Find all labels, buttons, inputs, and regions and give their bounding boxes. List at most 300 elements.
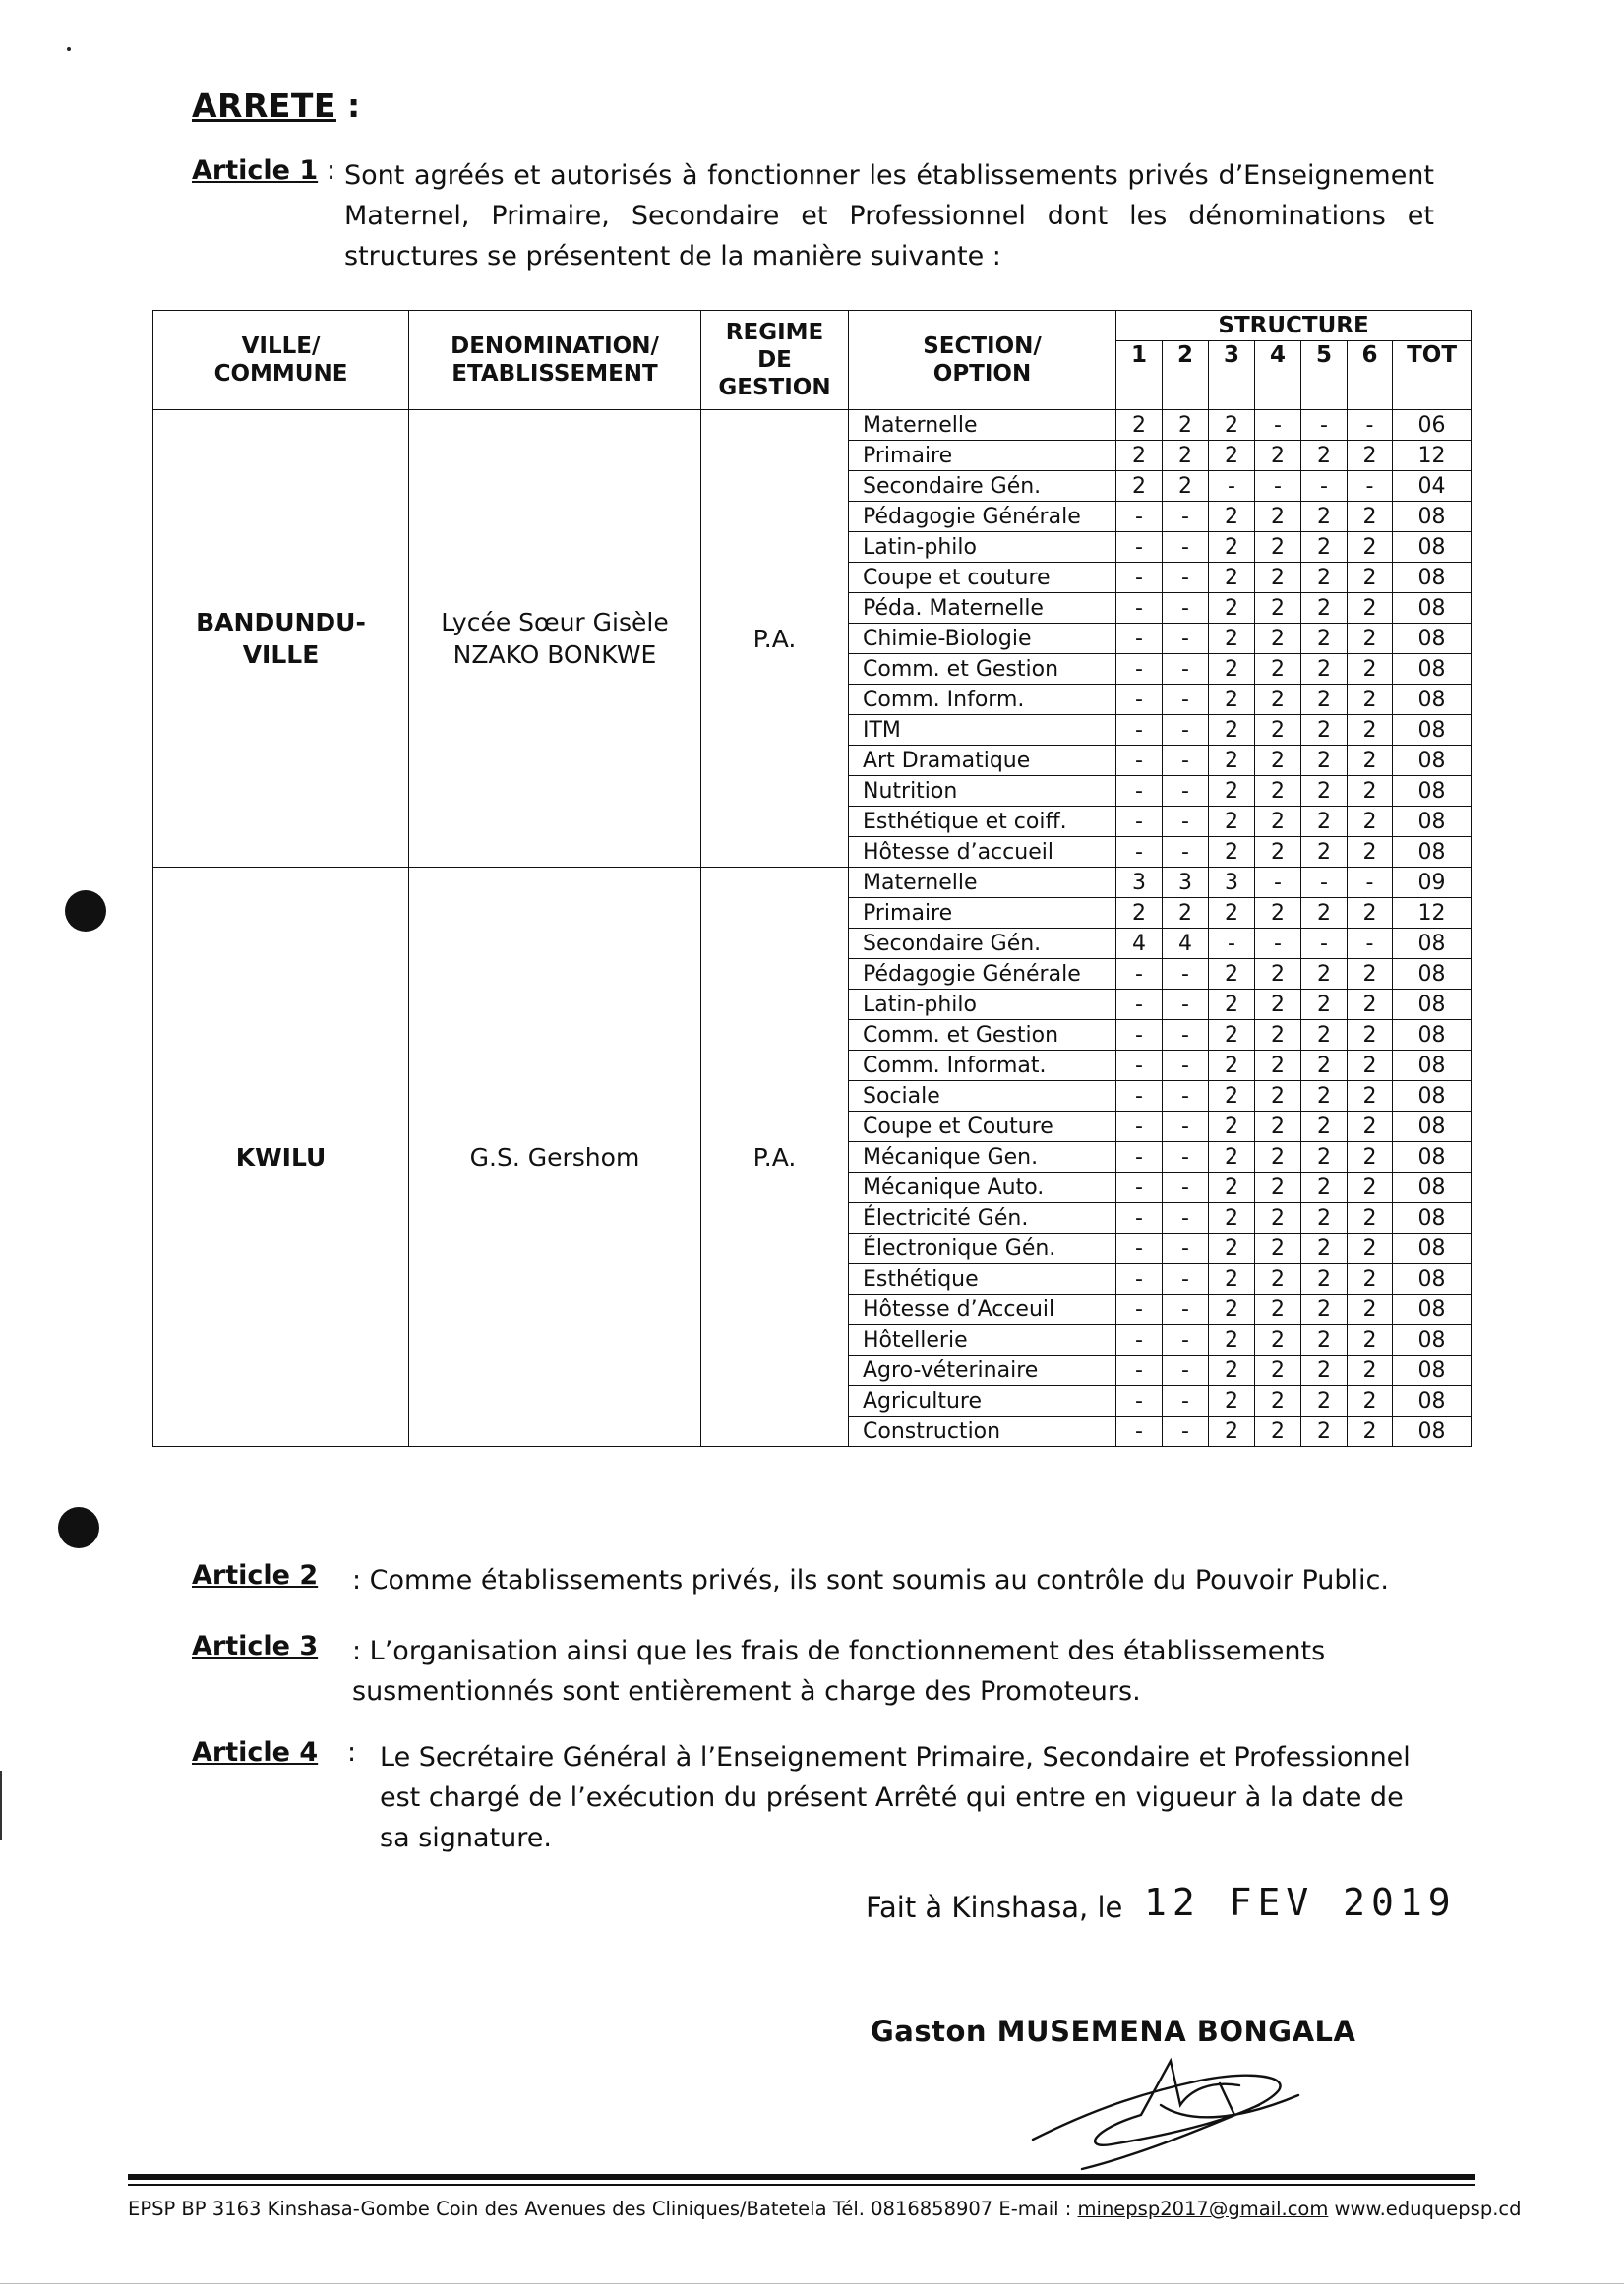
structure-cell: 2 <box>1348 1203 1393 1234</box>
structure-cell: 2 <box>1209 624 1255 654</box>
structure-cell: 2 <box>1163 410 1209 441</box>
header-regime: REGIME DE GESTION <box>701 311 849 410</box>
total-cell: 12 <box>1393 898 1472 929</box>
structure-cell: - <box>1116 1112 1163 1142</box>
structure-cell: 2 <box>1209 1081 1255 1112</box>
structure-cell: 2 <box>1301 746 1348 776</box>
structure-cell: - <box>1116 1051 1163 1081</box>
structure-cell: 3 <box>1163 868 1209 898</box>
structure-cell: 2 <box>1255 959 1301 990</box>
structure-cell: 2 <box>1301 532 1348 563</box>
structure-cell: 2 <box>1301 1325 1348 1356</box>
structure-cell: 2 <box>1348 776 1393 807</box>
structure-cell: 2 <box>1348 1081 1393 1112</box>
structure-cell: - <box>1163 1325 1209 1356</box>
structure-cell: 2 <box>1301 898 1348 929</box>
header-col-4: 4 <box>1255 341 1301 410</box>
option-cell: Mécanique Gen. <box>849 1142 1116 1173</box>
structure-cell: - <box>1116 685 1163 715</box>
footer <box>128 2198 1522 2220</box>
total-cell: 08 <box>1393 929 1472 959</box>
total-cell: 08 <box>1393 837 1472 868</box>
article-2-label: Article 2 <box>192 1560 319 1591</box>
structure-cell: 2 <box>1255 1356 1301 1386</box>
structure-cell: - <box>1163 624 1209 654</box>
structure-cell: 2 <box>1255 1112 1301 1142</box>
option-cell: Art Dramatique <box>849 746 1116 776</box>
structure-cell: 2 <box>1301 1203 1348 1234</box>
option-cell: Électricité Gén. <box>849 1203 1116 1234</box>
structure-cell: 2 <box>1348 563 1393 593</box>
structure-cell: 2 <box>1255 532 1301 563</box>
article-4-text: Le Secrétaire Général à l’Enseignement Primaire, Secondaire et Professionnel est chargé de l’exécution du présent Arrêté qui entre en vigueur à la date de sa signature. <box>380 1742 1411 1853</box>
structure-cell: - <box>1116 959 1163 990</box>
structure-cell: 2 <box>1255 502 1301 532</box>
article-4-colon: : <box>347 1737 357 1768</box>
structure-cell: - <box>1301 929 1348 959</box>
denomination-cell: G.S. Gershom <box>409 868 701 1447</box>
structure-cell: 2 <box>1255 1173 1301 1203</box>
option-cell: Secondaire Gén. <box>849 929 1116 959</box>
total-cell: 08 <box>1393 685 1472 715</box>
structure-cell: - <box>1255 410 1301 441</box>
total-cell: 08 <box>1393 1203 1472 1234</box>
structure-cell: - <box>1116 1417 1163 1447</box>
total-cell: 08 <box>1393 502 1472 532</box>
structure-cell: 2 <box>1301 685 1348 715</box>
structure-cell: 2 <box>1348 959 1393 990</box>
structure-cell: 2 <box>1209 1325 1255 1356</box>
header-section: SECTION/ OPTION <box>849 311 1116 410</box>
total-cell: 08 <box>1393 1081 1472 1112</box>
structure-cell: - <box>1255 868 1301 898</box>
structure-cell: 2 <box>1209 715 1255 746</box>
structure-cell: 2 <box>1255 715 1301 746</box>
structure-cell: 2 <box>1255 990 1301 1020</box>
structure-cell: - <box>1163 1386 1209 1417</box>
option-cell: Primaire <box>849 441 1116 471</box>
scan-bottom-edge <box>0 2283 1624 2284</box>
structure-cell: - <box>1116 1203 1163 1234</box>
structure-cell: - <box>1163 959 1209 990</box>
structure-cell: 2 <box>1348 1264 1393 1295</box>
structure-cell: - <box>1116 1386 1163 1417</box>
structure-cell: - <box>1163 1264 1209 1295</box>
structure-cell: 2 <box>1301 563 1348 593</box>
structure-cell: - <box>1163 1020 1209 1051</box>
total-cell: 08 <box>1393 1142 1472 1173</box>
header-col-6: 6 <box>1348 341 1393 410</box>
structure-cell: 2 <box>1301 1234 1348 1264</box>
structure-cell: 2 <box>1116 441 1163 471</box>
structure-cell: 2 <box>1255 441 1301 471</box>
scan-edge-mark <box>0 1771 2 1840</box>
structure-cell: - <box>1116 1081 1163 1112</box>
option-cell: Comm. et Gestion <box>849 654 1116 685</box>
article-2-text: : Comme établissements privés, ils sont soumis au contrôle du Pouvoir Public. <box>352 1565 1389 1596</box>
total-cell: 08 <box>1393 1112 1472 1142</box>
structure-cell: - <box>1348 868 1393 898</box>
structure-cell: 2 <box>1348 1417 1393 1447</box>
structure-cell: 2 <box>1348 990 1393 1020</box>
structure-cell: 2 <box>1301 959 1348 990</box>
total-cell: 08 <box>1393 593 1472 624</box>
total-cell: 08 <box>1393 1386 1472 1417</box>
structure-cell: 3 <box>1209 868 1255 898</box>
header-ville: VILLE/ COMMUNE <box>153 311 409 410</box>
total-cell: 08 <box>1393 1173 1472 1203</box>
structure-cell: 2 <box>1255 898 1301 929</box>
structure-cell: 2 <box>1209 1020 1255 1051</box>
page-title-colon: : <box>347 87 361 125</box>
structure-cell: 2 <box>1209 1386 1255 1417</box>
structure-cell: 2 <box>1209 807 1255 837</box>
structure-cell: 2 <box>1255 1234 1301 1264</box>
structure-cell: 2 <box>1348 593 1393 624</box>
signer-name: Gaston MUSEMENA BONGALA <box>871 2015 1356 2048</box>
structure-cell: 2 <box>1255 1386 1301 1417</box>
header-col-tot: TOT <box>1393 341 1472 410</box>
structure-cell: 2 <box>1209 563 1255 593</box>
total-cell: 08 <box>1393 715 1472 746</box>
structure-cell: - <box>1116 624 1163 654</box>
footer-rule <box>128 2184 1475 2186</box>
structure-cell: 2 <box>1301 502 1348 532</box>
structure-cell: 2 <box>1348 624 1393 654</box>
regime-cell: P.A. <box>701 868 849 1447</box>
total-cell: 08 <box>1393 654 1472 685</box>
structure-cell: 2 <box>1301 715 1348 746</box>
option-cell: ITM <box>849 715 1116 746</box>
article-4-label: Article 4 <box>192 1737 319 1768</box>
total-cell: 08 <box>1393 624 1472 654</box>
structure-cell: - <box>1163 654 1209 685</box>
structure-cell: 2 <box>1209 685 1255 715</box>
structure-cell: - <box>1348 410 1393 441</box>
structure-cell: 2 <box>1209 410 1255 441</box>
structure-cell: 2 <box>1348 1142 1393 1173</box>
total-cell: 08 <box>1393 1325 1472 1356</box>
structure-cell: - <box>1348 471 1393 502</box>
structure-cell: - <box>1163 837 1209 868</box>
article-3-label: Article 3 <box>192 1631 319 1661</box>
structure-cell: - <box>1163 1417 1209 1447</box>
structure-cell: 2 <box>1255 1020 1301 1051</box>
structure-cell: - <box>1255 929 1301 959</box>
structure-cell: 2 <box>1301 1142 1348 1173</box>
option-cell: Pédagogie Générale <box>849 959 1116 990</box>
total-cell: 08 <box>1393 1356 1472 1386</box>
header-col-1: 1 <box>1116 341 1163 410</box>
date-stamp: 12 FEV 2019 <box>1144 1881 1457 1924</box>
structure-cell: - <box>1163 1112 1209 1142</box>
structure-cell: 3 <box>1116 868 1163 898</box>
ville-cell: BANDUNDU- VILLE <box>153 410 409 868</box>
option-cell: Pédagogie Générale <box>849 502 1116 532</box>
handwritten-signature <box>1023 2046 1318 2174</box>
structure-cell: 2 <box>1301 1020 1348 1051</box>
structure-cell: - <box>1163 502 1209 532</box>
total-cell: 08 <box>1393 959 1472 990</box>
structure-cell: - <box>1163 532 1209 563</box>
structure-cell: - <box>1163 807 1209 837</box>
option-cell: Sociale <box>849 1081 1116 1112</box>
total-cell: 06 <box>1393 410 1472 441</box>
structure-cell: - <box>1116 1142 1163 1173</box>
structure-cell: - <box>1163 685 1209 715</box>
structure-cell: - <box>1301 410 1348 441</box>
structure-cell: 2 <box>1301 776 1348 807</box>
structure-cell: - <box>1116 837 1163 868</box>
structure-cell: - <box>1116 1264 1163 1295</box>
structure-cell: - <box>1116 746 1163 776</box>
option-cell: Agro-véterinaire <box>849 1356 1116 1386</box>
structure-cell: - <box>1163 593 1209 624</box>
structure-cell: 2 <box>1301 807 1348 837</box>
total-cell: 08 <box>1393 746 1472 776</box>
structure-cell: 2 <box>1348 685 1393 715</box>
signature-place: Fait à Kinshasa, le <box>866 1891 1123 1924</box>
structure-cell: 2 <box>1301 1173 1348 1203</box>
option-cell: Primaire <box>849 898 1116 929</box>
structure-cell: - <box>1163 1295 1209 1325</box>
structure-cell: 2 <box>1348 715 1393 746</box>
structure-cell: 2 <box>1348 1295 1393 1325</box>
structure-cell: 2 <box>1116 471 1163 502</box>
total-cell: 09 <box>1393 868 1472 898</box>
structure-cell: 2 <box>1255 746 1301 776</box>
footer-email-link[interactable]: minepsp2017@gmail.com <box>1077 2198 1329 2220</box>
structure-cell: 2 <box>1348 1386 1393 1417</box>
structure-table <box>152 310 1472 1447</box>
structure-cell: 4 <box>1163 929 1209 959</box>
structure-cell: 2 <box>1255 1325 1301 1356</box>
structure-cell: - <box>1116 1356 1163 1386</box>
structure-cell: 2 <box>1163 898 1209 929</box>
structure-cell: 2 <box>1301 837 1348 868</box>
structure-cell: - <box>1163 1173 1209 1203</box>
total-cell: 08 <box>1393 807 1472 837</box>
structure-cell: 2 <box>1209 990 1255 1020</box>
structure-cell: 2 <box>1348 1112 1393 1142</box>
structure-cell: 2 <box>1255 837 1301 868</box>
header-col-5: 5 <box>1301 341 1348 410</box>
option-cell: Hôtesse d’Acceuil <box>849 1295 1116 1325</box>
structure-cell: 2 <box>1163 471 1209 502</box>
table-row <box>153 410 1472 441</box>
total-cell: 08 <box>1393 1234 1472 1264</box>
structure-cell: - <box>1116 563 1163 593</box>
structure-cell: - <box>1116 532 1163 563</box>
structure-cell: - <box>1255 471 1301 502</box>
structure-cell: 2 <box>1255 1264 1301 1295</box>
structure-cell: - <box>1301 471 1348 502</box>
total-cell: 08 <box>1393 1051 1472 1081</box>
structure-cell: 2 <box>1348 898 1393 929</box>
structure-cell: 2 <box>1209 1203 1255 1234</box>
structure-cell: 2 <box>1301 1356 1348 1386</box>
structure-cell: - <box>1116 1295 1163 1325</box>
option-cell: Hôtesse d’accueil <box>849 837 1116 868</box>
structure-cell: 2 <box>1209 776 1255 807</box>
total-cell: 08 <box>1393 1264 1472 1295</box>
total-cell: 08 <box>1393 532 1472 563</box>
structure-cell: 2 <box>1209 898 1255 929</box>
structure-cell: 2 <box>1255 593 1301 624</box>
structure-cell: 2 <box>1255 807 1301 837</box>
total-cell: 08 <box>1393 1020 1472 1051</box>
structure-cell: - <box>1163 1203 1209 1234</box>
total-cell: 04 <box>1393 471 1472 502</box>
footer-rule <box>128 2174 1475 2180</box>
header-structure: STRUCTURE <box>1116 311 1472 341</box>
structure-cell: 2 <box>1301 624 1348 654</box>
punch-hole <box>65 890 106 932</box>
structure-cell: - <box>1163 1234 1209 1264</box>
structure-cell: 2 <box>1209 532 1255 563</box>
structure-cell: - <box>1116 1173 1163 1203</box>
option-cell: Hôtellerie <box>849 1325 1116 1356</box>
structure-cell: 2 <box>1209 1051 1255 1081</box>
option-cell: Latin-philo <box>849 532 1116 563</box>
structure-cell: - <box>1163 1081 1209 1112</box>
regime-cell: P.A. <box>701 410 849 868</box>
footer-address: EPSP BP 3163 Kinshasa-Gombe Coin des Avenues des Cliniques/Batetela Tél. 0816858907 E-mail : <box>128 2198 1078 2220</box>
structure-cell: 2 <box>1348 1356 1393 1386</box>
header-col-2: 2 <box>1163 341 1209 410</box>
option-cell: Maternelle <box>849 410 1116 441</box>
structure-cell: - <box>1163 990 1209 1020</box>
article-1-colon: : <box>327 155 336 186</box>
structure-cell: 2 <box>1301 1112 1348 1142</box>
article-1-label: Article 1 <box>192 155 319 186</box>
structure-cell: - <box>1163 746 1209 776</box>
structure-cell: 2 <box>1209 502 1255 532</box>
structure-cell: 4 <box>1116 929 1163 959</box>
structure-cell: - <box>1116 715 1163 746</box>
structure-table-body <box>153 410 1472 1447</box>
structure-cell: 2 <box>1255 1417 1301 1447</box>
structure-cell: 2 <box>1301 593 1348 624</box>
structure-cell: 2 <box>1348 1325 1393 1356</box>
structure-cell: - <box>1209 929 1255 959</box>
structure-cell: 2 <box>1301 654 1348 685</box>
structure-cell: 2 <box>1255 1081 1301 1112</box>
total-cell: 08 <box>1393 1417 1472 1447</box>
structure-cell: 2 <box>1348 746 1393 776</box>
page-title: ARRETE <box>192 87 336 125</box>
structure-cell: 2 <box>1348 441 1393 471</box>
option-cell: Comm. Informat. <box>849 1051 1116 1081</box>
header-denomination: DENOMINATION/ ETABLISSEMENT <box>409 311 701 410</box>
option-cell: Comm. Inform. <box>849 685 1116 715</box>
structure-cell: 2 <box>1209 746 1255 776</box>
denomination-cell: Lycée Sœur Gisèle NZAKO BONKWE <box>409 410 701 868</box>
structure-cell: - <box>1163 776 1209 807</box>
option-cell: Électronique Gén. <box>849 1234 1116 1264</box>
structure-cell: 2 <box>1209 1112 1255 1142</box>
option-cell: Agriculture <box>849 1386 1116 1417</box>
structure-cell: - <box>1209 471 1255 502</box>
structure-cell: - <box>1348 929 1393 959</box>
total-cell: 08 <box>1393 776 1472 807</box>
structure-cell: 2 <box>1255 1142 1301 1173</box>
option-cell: Mécanique Auto. <box>849 1173 1116 1203</box>
structure-cell: 2 <box>1209 1264 1255 1295</box>
structure-cell: 2 <box>1255 685 1301 715</box>
header-col-3: 3 <box>1209 341 1255 410</box>
table-row <box>153 868 1472 898</box>
structure-cell: 2 <box>1301 1051 1348 1081</box>
structure-cell: 2 <box>1163 441 1209 471</box>
option-cell: Latin-philo <box>849 990 1116 1020</box>
structure-cell: - <box>1116 990 1163 1020</box>
structure-cell: - <box>1163 715 1209 746</box>
option-cell: Maternelle <box>849 868 1116 898</box>
structure-cell: - <box>1301 868 1348 898</box>
structure-cell: 2 <box>1348 1020 1393 1051</box>
option-cell: Secondaire Gén. <box>849 471 1116 502</box>
structure-cell: - <box>1163 563 1209 593</box>
option-cell: Construction <box>849 1417 1116 1447</box>
structure-cell: 2 <box>1116 410 1163 441</box>
structure-cell: 2 <box>1209 1142 1255 1173</box>
structure-cell: - <box>1116 807 1163 837</box>
structure-cell: 2 <box>1348 502 1393 532</box>
option-cell: Coupe et Couture <box>849 1112 1116 1142</box>
structure-cell: 2 <box>1255 1203 1301 1234</box>
structure-cell: 2 <box>1348 837 1393 868</box>
option-cell: Esthétique et coiff. <box>849 807 1116 837</box>
option-cell: Péda. Maternelle <box>849 593 1116 624</box>
option-cell: Coupe et couture <box>849 563 1116 593</box>
structure-cell: 2 <box>1209 1295 1255 1325</box>
structure-cell: 2 <box>1209 1417 1255 1447</box>
structure-cell: 2 <box>1255 1051 1301 1081</box>
structure-cell: 2 <box>1209 1356 1255 1386</box>
structure-cell: - <box>1116 1325 1163 1356</box>
structure-cell: 2 <box>1116 898 1163 929</box>
ville-cell: KWILU <box>153 868 409 1447</box>
option-cell: Comm. et Gestion <box>849 1020 1116 1051</box>
total-cell: 08 <box>1393 990 1472 1020</box>
structure-cell: - <box>1116 776 1163 807</box>
structure-cell: 2 <box>1301 1081 1348 1112</box>
structure-cell: 2 <box>1209 959 1255 990</box>
total-cell: 08 <box>1393 1295 1472 1325</box>
article-1-text: Sont agréés et autorisés à fonctionner les établissements privés d’Enseignement Maternel, Primaire, Secondaire et Professionnel dont les dénominations et structures se présentent de la manière suivante : <box>344 160 1434 271</box>
structure-cell: - <box>1116 502 1163 532</box>
footer-website-link[interactable]: www.eduquepsp.cd <box>1328 2198 1522 2220</box>
structure-cell: 2 <box>1348 654 1393 685</box>
structure-cell: 2 <box>1209 837 1255 868</box>
structure-cell: 2 <box>1209 441 1255 471</box>
structure-cell: 2 <box>1301 1417 1348 1447</box>
scan-speck <box>67 47 71 51</box>
structure-cell: - <box>1163 1356 1209 1386</box>
structure-cell: - <box>1116 1234 1163 1264</box>
structure-cell: 2 <box>1301 1295 1348 1325</box>
article-3-text: : L’organisation ainsi que les frais de fonctionnement des établissements susmentionnés sont entièrement à charge des Promoteurs. <box>352 1636 1326 1707</box>
structure-cell: 2 <box>1301 1386 1348 1417</box>
structure-cell: 2 <box>1209 1173 1255 1203</box>
structure-cell: 2 <box>1301 1264 1348 1295</box>
structure-cell: 2 <box>1255 624 1301 654</box>
structure-cell: 2 <box>1348 1051 1393 1081</box>
total-cell: 12 <box>1393 441 1472 471</box>
structure-cell: 2 <box>1209 1234 1255 1264</box>
structure-cell: 2 <box>1255 1295 1301 1325</box>
